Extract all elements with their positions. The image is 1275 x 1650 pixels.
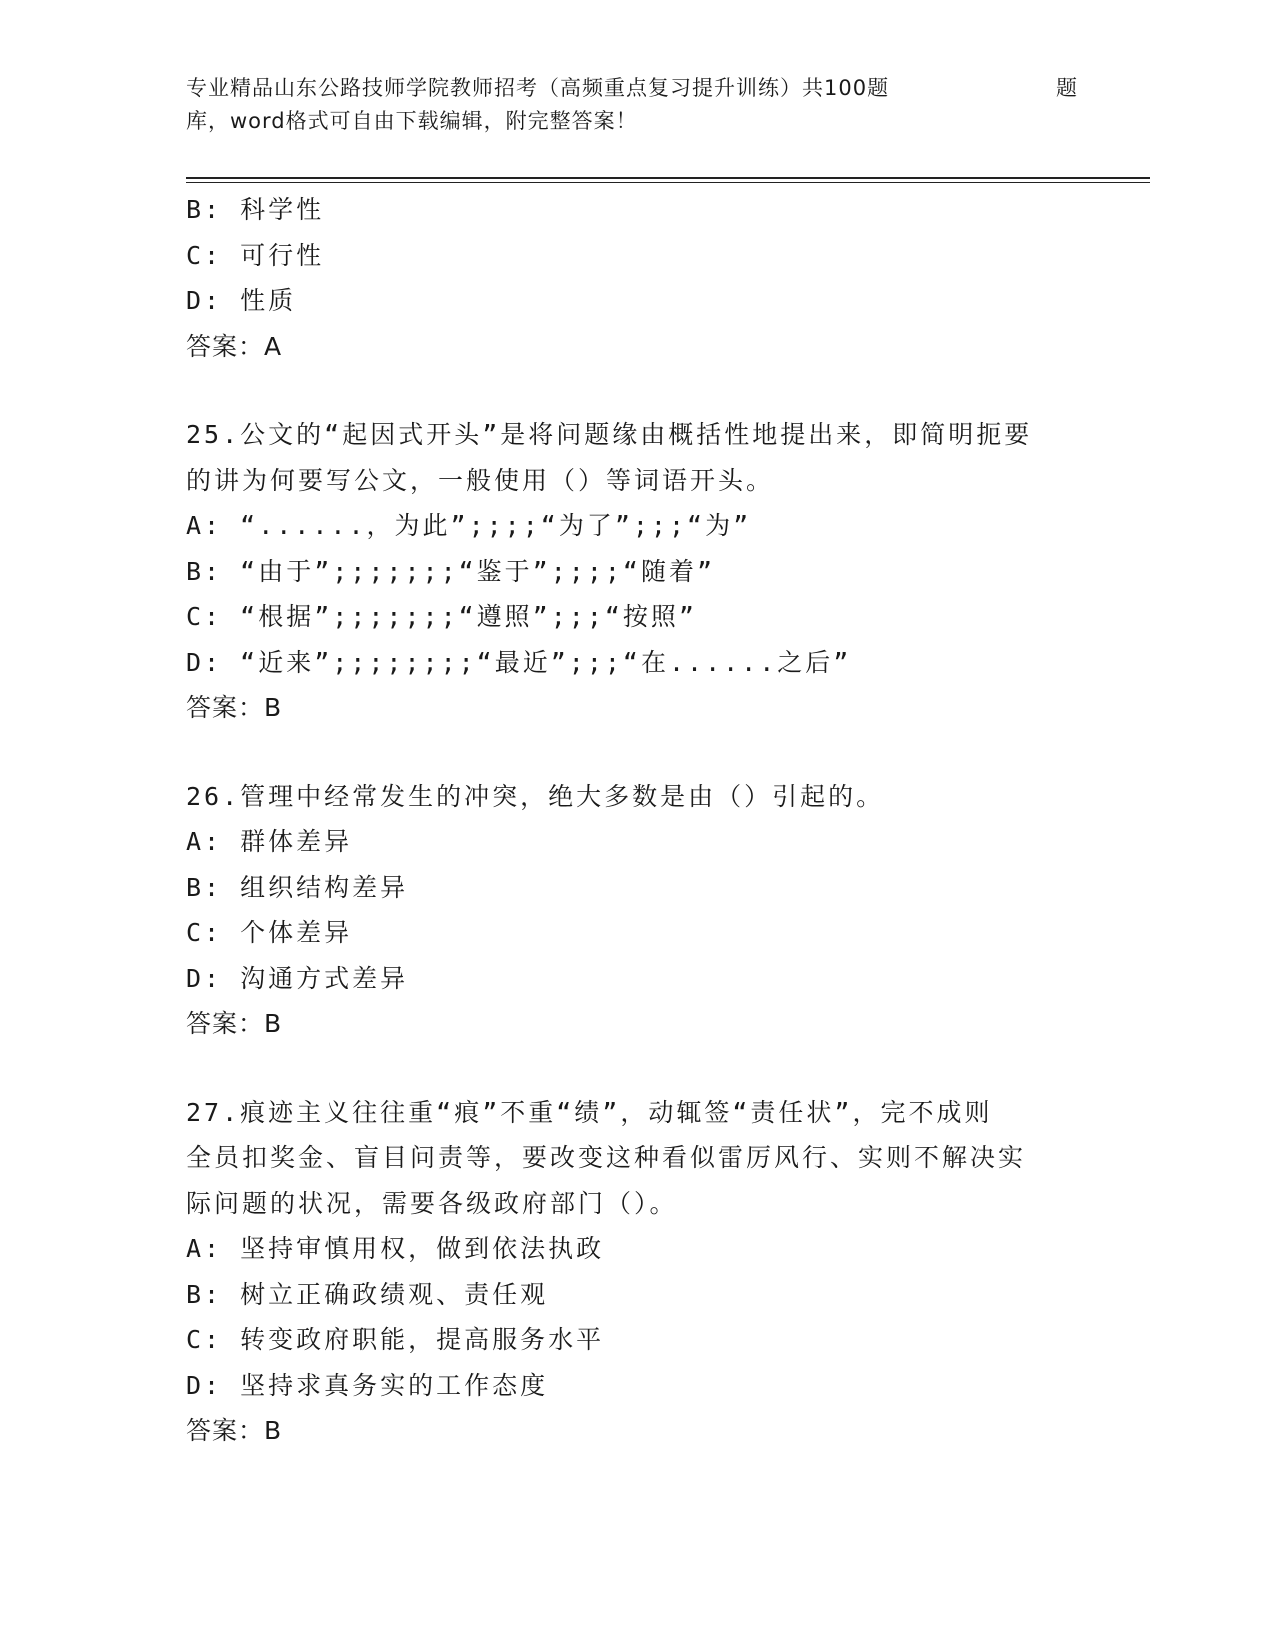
header-line-1 xyxy=(186,72,1086,105)
option-line: D: 沟通方式差异 xyxy=(186,963,409,993)
question-block-27 xyxy=(186,1090,1116,1454)
header-title-tail: 题 xyxy=(1056,76,1078,100)
question-block-26 xyxy=(186,774,1116,1047)
header-title-text: 专业精品山东公路技师学院教师招考（高频重点复习提升训练）共100题 xyxy=(186,76,890,100)
question-stem-line: 全员扣奖金、盲目问责等，要改变这种看似雷厉风行、实则不解决实 xyxy=(186,1143,1027,1172)
header-divider-thick xyxy=(186,177,1150,179)
option-line: C: “根据”;;;;;;;“遵照”;;;“按照” xyxy=(186,602,697,631)
question-content xyxy=(186,187,1116,1454)
option-line: A: 坚持审慎用权，做到依法执政 xyxy=(186,1234,605,1263)
spacer xyxy=(186,369,1116,412)
spacer xyxy=(186,731,1116,774)
previous-question-block xyxy=(186,187,1116,369)
option-line: D: “近来”;;;;;;;;“最近”;;;“在......之后” xyxy=(186,647,852,677)
header-line-2: 库，word格式可自由下载编辑，附完整答案！ xyxy=(186,109,638,133)
option-line: B: “由于”;;;;;;;“鉴于”;;;;“随着” xyxy=(186,556,716,586)
question-block-25 xyxy=(186,412,1116,731)
option-line: B: 组织结构差异 xyxy=(186,872,409,902)
question-stem-line: 27.痕迹主义往往重“痕”不重“绩”，动辄签“责任状”，完不成则 xyxy=(186,1097,993,1127)
answer-line: 答案：B xyxy=(186,1009,283,1038)
answer-line: 答案：B xyxy=(186,1416,283,1445)
document-header xyxy=(186,72,1086,138)
option-line: A: 群体差异 xyxy=(186,827,353,856)
option-line: D: 性质 xyxy=(186,286,297,315)
option-line: C: 转变政府职能，提高服务水平 xyxy=(186,1325,605,1354)
spacer xyxy=(186,1047,1116,1090)
option-line: B: 树立正确政绩观、责任观 xyxy=(186,1279,549,1309)
question-stem-line: 的讲为何要写公文，一般使用（）等词语开头。 xyxy=(186,465,775,495)
option-line: B: 科学性 xyxy=(186,195,325,224)
option-line: A: “......，为此”;;;;“为了”;;;“为” xyxy=(186,511,752,540)
option-line: C: 可行性 xyxy=(186,240,325,270)
question-stem-line: 25.公文的“起因式开头”是将问题缘由概括性地提出来，即简明扼要 xyxy=(186,420,1033,449)
answer-line: 答案：A xyxy=(186,331,283,361)
header-divider-thin xyxy=(186,182,1150,183)
answer-line: 答案：B xyxy=(186,693,283,722)
question-stem-line: 际问题的状况，需要各级政府部门（）。 xyxy=(186,1188,678,1218)
option-line: D: 坚持求真务实的工作态度 xyxy=(186,1370,549,1400)
question-stem-line: 26.管理中经常发生的冲突，绝大多数是由（）引起的。 xyxy=(186,781,885,811)
option-line: C: 个体差异 xyxy=(186,918,353,947)
